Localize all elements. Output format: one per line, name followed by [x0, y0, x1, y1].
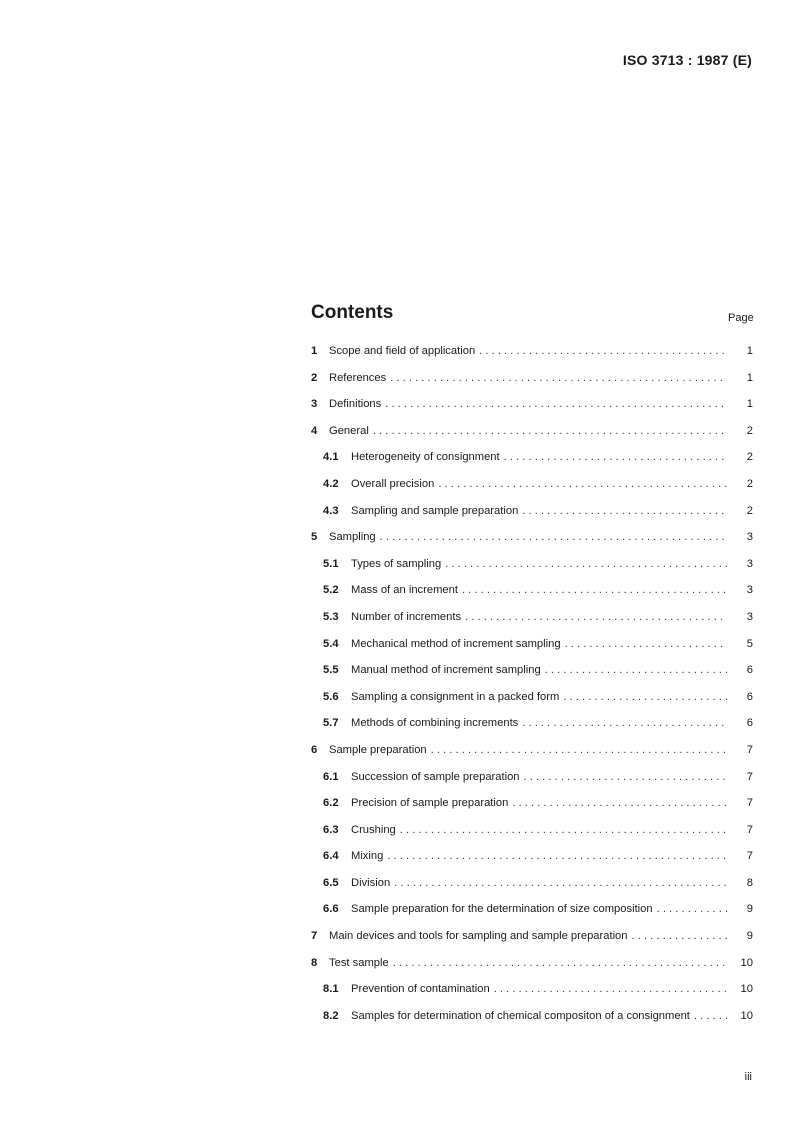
toc-leader-dots — [565, 638, 727, 650]
toc-entry-number: 3 — [311, 398, 318, 411]
toc-entry[interactable] — [311, 1010, 753, 1037]
toc-entry-title: General — [329, 424, 369, 437]
toc-entry-page: 3 — [746, 531, 753, 544]
toc-leader-dots — [400, 824, 727, 836]
contents-heading: Contents — [311, 302, 394, 323]
toc-entry-page: 7 — [746, 823, 753, 836]
toc-leader-dots — [522, 505, 727, 517]
toc-entry-title: Overall precision — [351, 477, 435, 490]
toc-entry-number: 6.2 — [323, 797, 339, 810]
toc-entry-page: 6 — [746, 664, 753, 677]
toc-entry-number: 5.2 — [323, 584, 339, 597]
toc-leader-dots — [494, 983, 727, 995]
toc-entry-page: 7 — [746, 797, 753, 810]
toc-entry-title: Sampling and sample preparation — [351, 504, 519, 517]
toc-leader-dots — [524, 771, 727, 783]
document-identifier: ISO 3713 : 1987 (E) — [622, 52, 752, 68]
toc-leader-dots — [694, 1010, 727, 1022]
toc-entry[interactable] — [311, 930, 753, 957]
toc-leader-dots — [522, 717, 727, 729]
toc-entry-page: 2 — [746, 424, 753, 437]
toc-entry-title: Manual method of increment sampling — [351, 664, 541, 677]
toc-leader-dots — [394, 877, 727, 889]
toc-entry-number: 4.1 — [323, 451, 339, 464]
toc-entry[interactable] — [311, 478, 753, 505]
toc-entry-page: 9 — [746, 903, 753, 916]
toc-leader-dots — [504, 451, 727, 463]
toc-leader-dots — [657, 903, 727, 915]
toc-entry-page: 1 — [746, 345, 753, 357]
toc-entry-number: 6.6 — [323, 903, 339, 916]
toc-entry[interactable] — [311, 797, 753, 824]
toc-entry-page: 6 — [746, 717, 753, 730]
toc-leader-dots — [431, 744, 727, 756]
toc-entry[interactable] — [311, 744, 753, 771]
toc-entry-title: Precision of sample preparation — [351, 797, 509, 810]
toc-leader-dots — [393, 957, 727, 969]
toc-entry-number: 1 — [311, 345, 318, 357]
toc-entry-page: 7 — [746, 743, 753, 756]
toc-entry-number: 5.4 — [323, 637, 339, 650]
toc-entry-title: Mass of an increment — [351, 584, 458, 597]
toc-entry-page: 5 — [746, 637, 753, 650]
toc-entry[interactable] — [311, 398, 753, 425]
toc-entry[interactable] — [311, 451, 753, 478]
toc-entry-number: 8.2 — [323, 1009, 339, 1022]
toc-entry-number: 5.7 — [323, 717, 339, 730]
toc-entry-title: Scope and field of application — [329, 345, 476, 357]
toc-entry-title: Division — [351, 876, 391, 889]
toc-entry-number: 5 — [311, 531, 318, 544]
toc-entry[interactable] — [311, 425, 753, 452]
toc-entry[interactable] — [311, 903, 753, 930]
toc-entry-title: Sampling a consignment in a packed form — [351, 690, 560, 703]
toc-leader-dots — [632, 930, 727, 942]
toc-entry-page: 10 — [740, 1009, 753, 1022]
footer-page-number: iii — [744, 1071, 752, 1083]
toc-entry[interactable] — [311, 691, 753, 718]
toc-entry[interactable] — [311, 638, 753, 665]
toc-entry-number: 8.1 — [323, 983, 339, 996]
toc-entry-number: 6.4 — [323, 850, 339, 863]
toc-entry-page: 2 — [746, 477, 753, 490]
toc-entry-page: 2 — [746, 451, 753, 464]
toc-entry-page: 3 — [746, 557, 753, 570]
toc-entry-title: Sample preparation — [329, 743, 427, 756]
toc-entry[interactable] — [311, 983, 753, 1010]
toc-entry-title: Main devices and tools for sampling and sample preparation — [329, 930, 628, 943]
toc-entry[interactable] — [311, 664, 753, 691]
toc-entry-title: Methods of combining increments — [351, 717, 519, 730]
toc-entry-number: 4 — [311, 424, 318, 437]
toc-entry-title: Definitions — [329, 398, 382, 411]
toc-leader-dots — [390, 372, 727, 384]
toc-entry-page: 3 — [746, 610, 753, 623]
toc-entry-page: 9 — [746, 930, 753, 943]
toc-leader-dots — [512, 797, 727, 809]
toc-entry-number: 5.1 — [323, 557, 339, 570]
toc-entry-title: Prevention of contamination — [351, 983, 490, 996]
toc-entry-page: 10 — [740, 956, 753, 969]
toc-entry-title: Crushing — [351, 823, 396, 836]
toc-entry-number: 5.3 — [323, 610, 339, 623]
toc-entry-number: 6.1 — [323, 770, 339, 783]
toc-entry-page: 8 — [746, 876, 753, 889]
toc-entry-number: 5.5 — [323, 664, 339, 677]
toc-entry-title: Succession of sample preparation — [351, 770, 520, 783]
toc-leader-dots — [385, 398, 727, 410]
toc-entry[interactable] — [311, 531, 753, 558]
toc-entry[interactable] — [311, 505, 753, 532]
toc-entry-number: 6 — [311, 743, 318, 756]
toc-entry-number: 7 — [311, 930, 318, 943]
toc-entry[interactable] — [311, 717, 753, 744]
toc-entry-page: 7 — [746, 770, 753, 783]
toc-entry-number: 6.5 — [323, 876, 339, 889]
toc-entry-page: 7 — [746, 850, 753, 863]
toc-leader-dots — [438, 478, 727, 490]
toc-entry-page: 2 — [746, 504, 753, 517]
toc-entry-number: 4.2 — [323, 477, 339, 490]
toc-entry[interactable] — [311, 877, 753, 904]
toc-leader-dots — [479, 345, 727, 357]
toc-entry[interactable] — [311, 957, 753, 984]
toc-entry-page: 10 — [740, 983, 753, 996]
toc-leader-dots — [445, 558, 727, 570]
toc-entry-number: 4.3 — [323, 504, 339, 517]
toc-entry[interactable] — [311, 824, 753, 851]
toc-entry-page: 3 — [746, 584, 753, 597]
toc-entry[interactable] — [311, 850, 753, 877]
toc-entry-title: References — [329, 371, 387, 384]
toc-entry-number: 8 — [311, 956, 318, 969]
toc-leader-dots — [545, 664, 727, 676]
toc-entry[interactable] — [311, 345, 753, 372]
toc-entry-number: 5.6 — [323, 690, 339, 703]
toc-entry-number: 6.3 — [323, 823, 339, 836]
toc-entry[interactable] — [311, 558, 753, 585]
toc-entry-title: Types of sampling — [351, 557, 442, 570]
toc-leader-dots — [380, 531, 727, 543]
toc-entry-title: Heterogeneity of consignment — [351, 451, 500, 464]
toc-leader-dots — [563, 691, 727, 703]
toc-entry[interactable] — [311, 584, 753, 611]
toc-leader-dots — [387, 850, 727, 862]
table-of-contents — [311, 345, 753, 1036]
toc-entry-title: Sampling — [329, 531, 376, 544]
toc-leader-dots — [462, 584, 727, 596]
toc-entry-page: 6 — [746, 690, 753, 703]
toc-entry[interactable] — [311, 771, 753, 798]
toc-entry-page: 1 — [746, 398, 753, 411]
toc-entry-title: Mechanical method of increment sampling — [351, 637, 561, 650]
toc-leader-dots — [465, 611, 727, 623]
toc-entry[interactable] — [311, 611, 753, 638]
toc-entry-number: 2 — [311, 371, 318, 384]
page-column-label: Page — [728, 312, 754, 324]
toc-entry-title: Number of increments — [351, 610, 462, 623]
toc-entry-title: Mixing — [351, 850, 384, 863]
toc-entry-title: Test sample — [329, 956, 389, 969]
toc-leader-dots — [373, 425, 727, 437]
toc-entry[interactable] — [311, 372, 753, 399]
toc-entry-title: Samples for determination of chemical compositon of a consignment — [351, 1009, 690, 1022]
toc-entry-title: Sample preparation for the determination of size composition — [351, 903, 653, 916]
toc-entry-page: 1 — [746, 371, 753, 384]
